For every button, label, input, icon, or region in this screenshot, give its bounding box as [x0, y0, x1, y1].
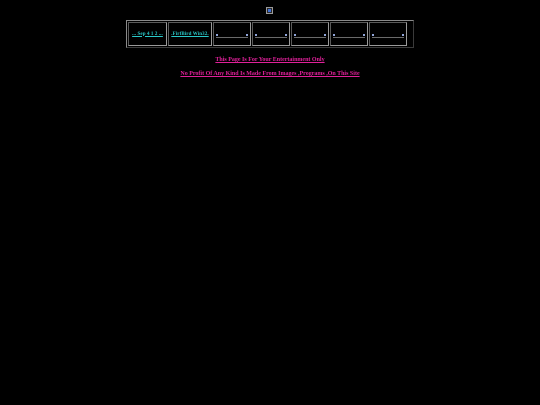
- nav-item-1-label[interactable]: ... Sep 4 1 2 ...: [132, 31, 163, 37]
- nav-item-2-label[interactable]: .FirfBird Win32.: [171, 31, 209, 37]
- placeholder-image-icon[interactable]: [372, 34, 404, 38]
- nav-item-5[interactable]: [291, 22, 329, 46]
- placeholder-image-icon[interactable]: [294, 34, 326, 38]
- nav-item-3[interactable]: [213, 22, 251, 46]
- nav-item-1[interactable]: [128, 22, 167, 46]
- broken-image-icon: [266, 7, 273, 14]
- placeholder-image-icon[interactable]: [255, 34, 287, 38]
- nav-item-7[interactable]: [369, 22, 407, 46]
- nav-table: [126, 20, 414, 48]
- nav-item-2[interactable]: [168, 22, 212, 46]
- entertainment-notice[interactable]: This Page Is For Your Entertainment Only: [215, 57, 325, 63]
- nav-item-4[interactable]: [252, 22, 290, 46]
- placeholder-image-icon[interactable]: [333, 34, 365, 38]
- no-profit-notice[interactable]: No Profit Of Any Kind Is Made From Images ,Programs ,On This Site: [180, 71, 360, 77]
- nav-item-6[interactable]: [330, 22, 368, 46]
- placeholder-image-icon[interactable]: [216, 34, 248, 38]
